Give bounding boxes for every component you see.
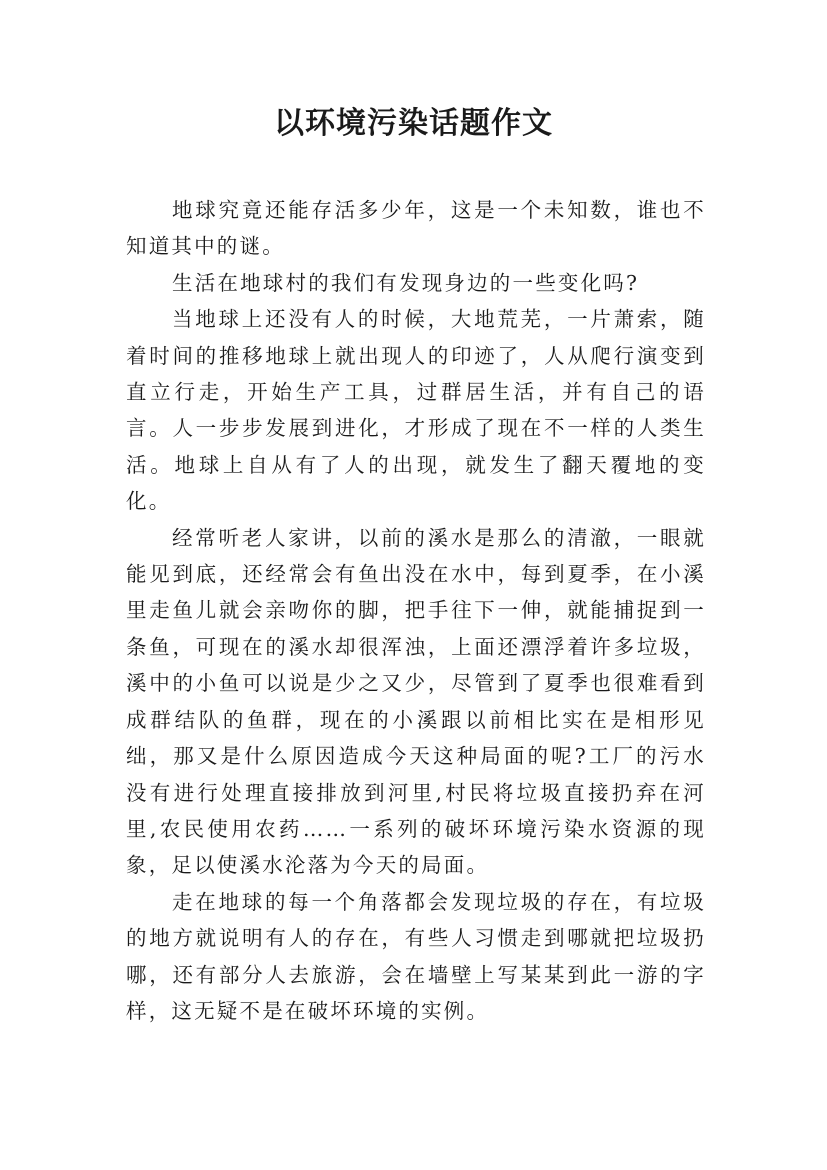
paragraph-2: 生活在地球村的我们有发现身边的一些变化吗? [172,270,640,295]
document-title: 以环境污染话题作文 [274,106,553,141]
paragraph-5: 走在地球的每一个角落都会发现垃圾的存在，有垃圾的地方就说明有人的存在，有些人习惯走到哪就把垃圾扔哪，还有部分人去旅游，会在墙壁上写某某到此一游的字样，这无疑不是在破坏环境的实例。 [126,889,706,1023]
paragraph-4: 经常听老人家讲，以前的溪水是那么的清澈，一眼就能见到底，还经常会有鱼出没在水中，每到夏季，在小溪里走鱼儿就会亲吻你的脚，把手往下一伸，就能捕捉到一条鱼，可现在的溪水却很浑浊，上面还漂浮着许多垃圾，溪中的小鱼可以说是少之又少，尽管到了夏季也很难看到成群结队的鱼群，现在的小溪跟以前相比实在是相形见绌，那又是什么原因造成今天这种局面的呢?工厂的污水没有进行处理直接排放到河里,村民将垃圾直接扔弃在河里,农民使用农药……一系列的破坏环境污染水资源的现象，足以使溪水沦落为今天的局面。 [126,525,706,878]
document-body [126,192,706,1029]
paragraph-3: 当地球上还没有人的时候，大地荒芜，一片萧索，随着时间的推移地球上就出现人的印迹了，人从爬行演变到直立行走，开始生产工具，过群居生活，并有自己的语言。人一步步发展到进化，才形成了现在不一样的人类生活。地球上自从有了人的出现，就发生了翻天覆地的变化。 [126,307,706,514]
paragraph-1: 地球究竟还能存活多少年，这是一个未知数，谁也不知道其中的谜。 [126,198,706,259]
